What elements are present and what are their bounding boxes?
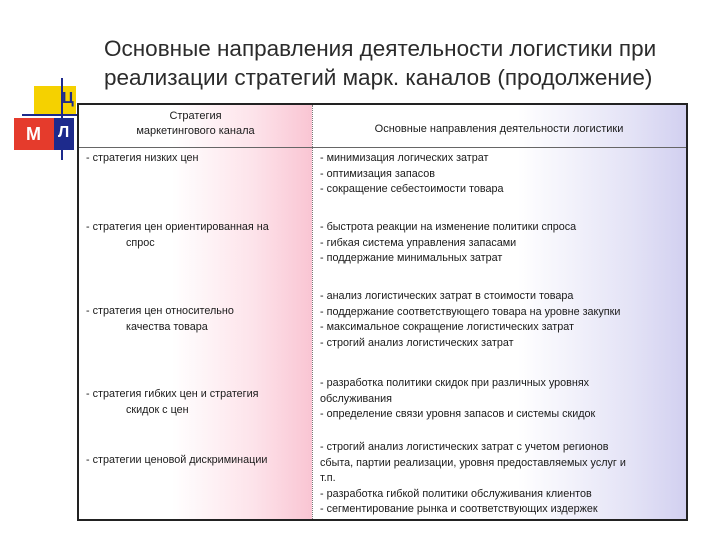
row1-direction-3: - сокращение себестоимости товара (320, 183, 504, 195)
header-separator (79, 147, 686, 148)
row5-strategy (86, 453, 308, 469)
column-divider (312, 105, 313, 519)
row3-direction-1: - анализ логистических затрат в стоимости товара (320, 290, 574, 302)
row1-direction-1: - минимизация логических затрат (320, 152, 489, 164)
row2-strategy-line1: - стратегия цен ориентированная на (86, 221, 269, 233)
row1-directions (320, 151, 680, 198)
row5-direction-3: т.п. (320, 472, 336, 484)
row2-direction-3: - поддержание минимальных затрат (320, 252, 503, 264)
row3-strategy-line1: - стратегия цен относительно (86, 305, 234, 317)
row2-strategy-line2: спрос (126, 236, 155, 249)
row3-strategy-line2: качества товара (126, 320, 208, 333)
row4-direction-2: обслуживания (320, 392, 392, 405)
row4-strategy-line2: скидок с цен (126, 403, 189, 416)
row4-directions (320, 376, 680, 423)
row4-direction-1: - разработка политики скидок при различных уровнях (320, 377, 590, 389)
row5-direction-1: - строгий анализ логистических затрат с учетом регионов (320, 441, 609, 453)
row3-direction-3: - максимальное сокращение логистических затрат (320, 321, 574, 333)
row5-direction-4: - разработка гибкой политики обслуживания клиентов (320, 487, 592, 500)
header-strategy (79, 109, 312, 139)
strategy-table (77, 103, 688, 521)
row4-direction-3: - определение связи уровня запасов и системы скидок (320, 408, 596, 420)
row5-direction-5: - сегментирование рынка и соответствующих издержек (320, 503, 598, 515)
row4-strategy (86, 387, 308, 418)
row2-strategy (86, 220, 308, 251)
row5-directions (320, 440, 680, 518)
row4-strategy-line1: - стратегия гибких цен и стратегия (86, 388, 259, 400)
row1-direction-2: - оптимизация запасов (320, 167, 435, 180)
row3-direction-2: - поддержание соответствующего товара на уровне закупки (320, 305, 621, 318)
row3-directions (320, 289, 680, 351)
logo-letter-ts: Ц (62, 90, 74, 107)
row1-strategy-line1: - стратегия низких цен (86, 152, 199, 164)
header-strategy-line1: Стратегия (169, 110, 222, 122)
row3-strategy (86, 304, 308, 335)
row2-direction-2: - гибкая система управления запасами (320, 236, 517, 249)
row5-strategy-line1: - стратегии ценовой дискриминации (86, 454, 268, 466)
row2-directions (320, 220, 680, 267)
logo-letter-m: М (26, 124, 41, 144)
row2-direction-1: - быстрота реакции на изменение политики спроса (320, 221, 577, 233)
logo-horizontal-line (22, 114, 80, 116)
header-strategy-line2: маркетингового канала (136, 125, 255, 137)
logo-letter-l: Л (58, 124, 70, 141)
header-directions: Основные направления деятельности логистики (374, 123, 624, 135)
row1-strategy (86, 151, 308, 167)
slide-title: Основные направления деятельности логистики при реализации стратегий марк. каналов (продолжение) (104, 36, 657, 90)
row3-direction-4: - строгий анализ логистических затрат (320, 336, 514, 349)
row5-direction-2: сбыта, партии реализации, уровня предоставляемых услуг и (320, 456, 626, 469)
